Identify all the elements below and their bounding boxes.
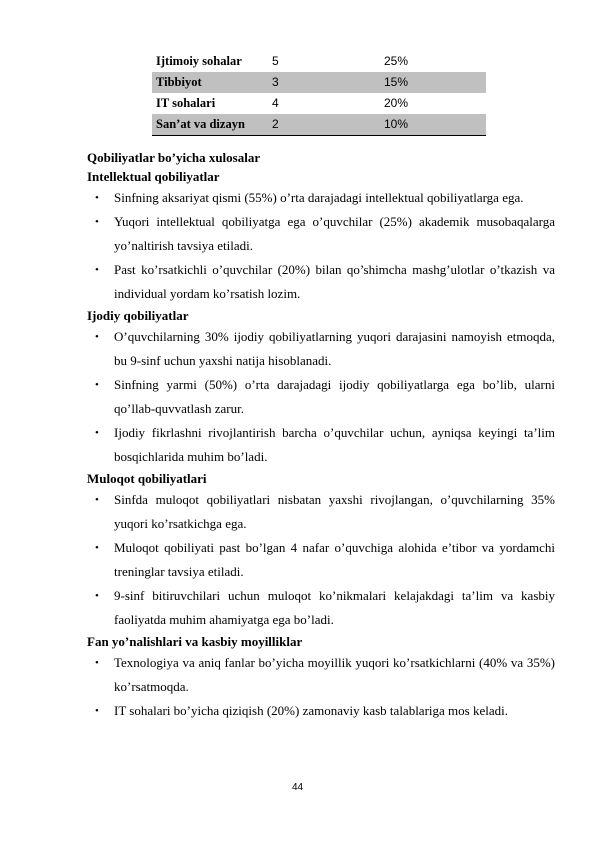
table-row	[152, 72, 486, 93]
list-item	[87, 210, 555, 258]
bullet-icon: •	[95, 590, 99, 602]
bullet-icon: •	[95, 379, 99, 391]
list-item	[87, 536, 555, 584]
section-heading: Muloqot qobiliyatlari	[87, 471, 207, 486]
list-item-text: Sinfning yarmi (50%) o’rta darajadagi ijodiy qobiliyatlarga ega bo’lib, ularni qo’llab-quvvatlash zarur.	[114, 377, 555, 416]
list-item-text: IT sohalari bo’yicha qiziqish (20%) zamonaviy kasb talablariga mos keladi.	[114, 703, 508, 718]
table-cell-percent: 20%	[384, 95, 409, 110]
table-cell-percent: 10%	[380, 114, 486, 136]
table-row	[152, 114, 486, 136]
bullet-icon: •	[95, 264, 99, 276]
bullet-icon: •	[95, 657, 99, 669]
table-cell-field: Tibbiyot	[152, 72, 268, 93]
section-heading: Fan yo’nalishlari va kasbiy moyilliklar	[87, 634, 303, 649]
list-item-text: Muloqot qobiliyati past bo’lgan 4 nafar o’quvchiga alohida e’tibor va yordamchi treninglar tavsiya etiladi.	[114, 540, 555, 579]
list-item	[87, 651, 555, 699]
table-cell-count: 5	[272, 53, 279, 68]
table-cell-percent: 25%	[384, 53, 409, 68]
page-number: 44	[291, 782, 304, 793]
list-item	[87, 421, 555, 469]
bullet-icon: •	[95, 494, 99, 506]
table-cell-count: 2	[268, 114, 380, 136]
interest-table	[152, 51, 486, 136]
bullet-icon: •	[95, 216, 99, 228]
list-item-text: Past ko’rsatkichli o’quvchilar (20%) bilan qo’shimcha mashg’ulotlar o’tkazish va individual yordam ko’rsatish lozim.	[114, 262, 555, 301]
bullet-icon: •	[95, 705, 99, 717]
list-item	[87, 325, 555, 373]
list-item	[87, 584, 555, 632]
bullet-icon: •	[95, 542, 99, 554]
bullet-list	[87, 325, 555, 469]
bullet-icon: •	[95, 427, 99, 439]
section-heading: Ijodiy qobiliyatlar	[87, 308, 189, 323]
bullet-list	[87, 186, 555, 306]
list-item-text: Sinfda muloqot qobiliyatlari nisbatan yaxshi rivojlangan, o’quvchilarning 35% yuqori ko’rsatkichga ega.	[114, 492, 555, 531]
list-item-text: Sinfning aksariyat qismi (55%) o’rta darajadagi intellektual qobiliyatlarga ega.	[114, 190, 524, 205]
bullet-list	[87, 651, 555, 723]
bullet-icon: •	[95, 331, 99, 343]
bullet-list	[87, 488, 555, 632]
list-item-text: 9-sinf bitiruvchilari uchun muloqot ko’nikmalari kelajakdagi ta’lim va kasbiy faoliyatda muhim ahamiyatga ega bo’ladi.	[114, 588, 555, 627]
list-item-text: Yuqori intellektual qobiliyatga ega o’quvchilar (25%) akademik musobaqalarga yo’naltirish tavsiya etiladi.	[114, 214, 555, 253]
list-item	[87, 699, 555, 723]
bullet-icon: •	[95, 192, 99, 204]
section-heading: Qobiliyatlar bo’yicha xulosalar	[87, 150, 261, 165]
list-item	[87, 488, 555, 536]
list-item-text: O’quvchilarning 30% ijodiy qobiliyatlarning yuqori darajasini namoyish etmoqda, bu 9-sinf uchun yaxshi natija hisoblanadi.	[114, 329, 555, 368]
table-row	[152, 51, 486, 72]
table-cell-count: 4	[272, 95, 279, 110]
table-cell-field: IT sohalari	[156, 96, 216, 111]
table-cell-field: Ijtimoiy sohalar	[156, 54, 242, 69]
list-item	[87, 258, 555, 306]
table-cell-field: San’at va dizayn	[152, 114, 268, 136]
table-row	[152, 93, 486, 114]
table-cell-percent: 15%	[380, 72, 486, 93]
document-body	[87, 148, 555, 723]
list-item	[87, 373, 555, 421]
list-item-text: Texnologiya va aniq fanlar bo’yicha moyillik yuqori ko’rsatkichlarni (40% va 35%) ko’rsatmoqda.	[114, 655, 555, 694]
list-item	[87, 186, 555, 210]
table-cell-count: 3	[268, 72, 380, 93]
list-item-text: Ijodiy fikrlashni rivojlantirish barcha o’quvchilar uchun, ayniqsa keyingi ta’lim bosqichlarida muhim bo’ladi.	[114, 425, 555, 464]
section-heading: Intellektual qobiliyatlar	[87, 169, 220, 184]
